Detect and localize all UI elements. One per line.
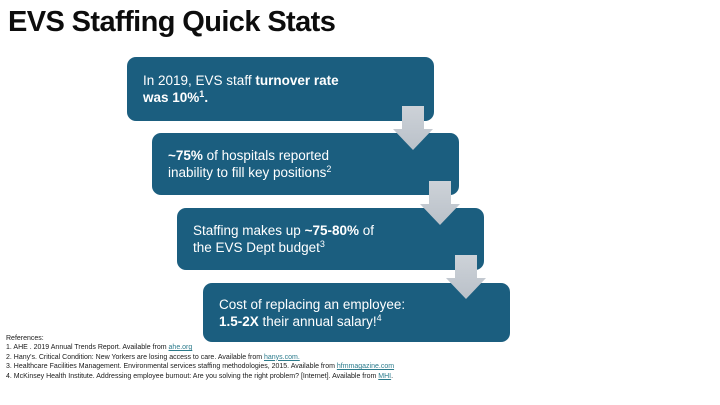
stat-text [143,72,339,106]
reference-link[interactable]: ahe.org [168,344,193,352]
stat-text-segment: In 2019, EVS staff [143,73,256,88]
references-heading: References: [6,335,44,342]
stat-text-segment: turnover rate [255,73,339,88]
reference-line [6,362,394,371]
reference-text: 1. AHE . 2019 Annual Trends Report. Available from [6,344,169,352]
stat-text-segment: inability to fill key positions [168,165,327,180]
stat-text-segment: their annual salary! [258,313,377,329]
down-arrow-icon-2 [420,181,460,225]
stat-text-segment: . [204,90,209,105]
down-arrow-icon-3 [446,255,486,299]
reference-line [6,343,394,352]
stat-text-segment: Cost of replacing an employee: [219,296,406,312]
reference-link[interactable]: MHI [378,372,392,380]
stat-box-turnover-rate [127,57,434,121]
reference-text: 4. McKinsey Health Institute. Addressing employee burnout: Are you solving the right problem? [Internet]. Available from [6,372,379,380]
superscript-citation: 3 [319,239,325,249]
stat-text-segment: was 10% [143,90,200,105]
reference-text-after: . [391,372,394,380]
stat-text-segment: 1.5-2X [219,313,259,329]
superscript-citation: 1 [199,89,205,99]
stat-text [168,147,331,181]
stat-text-segment: of hospitals reported [202,148,329,163]
references-list [6,343,394,381]
stat-text [193,222,374,256]
reference-link[interactable]: hanys.com. [264,353,300,361]
stat-text-segment: the EVS Dept budget [193,240,320,255]
stat-text-segment: of [359,223,375,238]
stat-text-segment: ~75-80% [304,223,359,238]
superscript-citation: 4 [376,312,382,323]
reference-link[interactable]: hfmmagazine.com [336,363,395,371]
reference-text: 2. Hany's. Critical Condition: New Yorkers are losing access to care. Available from [6,353,264,361]
page-title: EVS Staffing Quick Stats [8,6,336,38]
reference-text: 3. Healthcare Facilities Management. Environmental services staffing methodologies, 2015. Available from [6,363,337,371]
superscript-citation: 2 [326,164,332,174]
down-arrow-icon-1 [393,106,433,150]
stat-text-segment: ~75% [168,148,203,163]
stat-text [219,296,405,330]
stat-text-segment: Staffing makes up [193,223,305,238]
reference-line [6,353,394,362]
reference-line [6,372,394,381]
